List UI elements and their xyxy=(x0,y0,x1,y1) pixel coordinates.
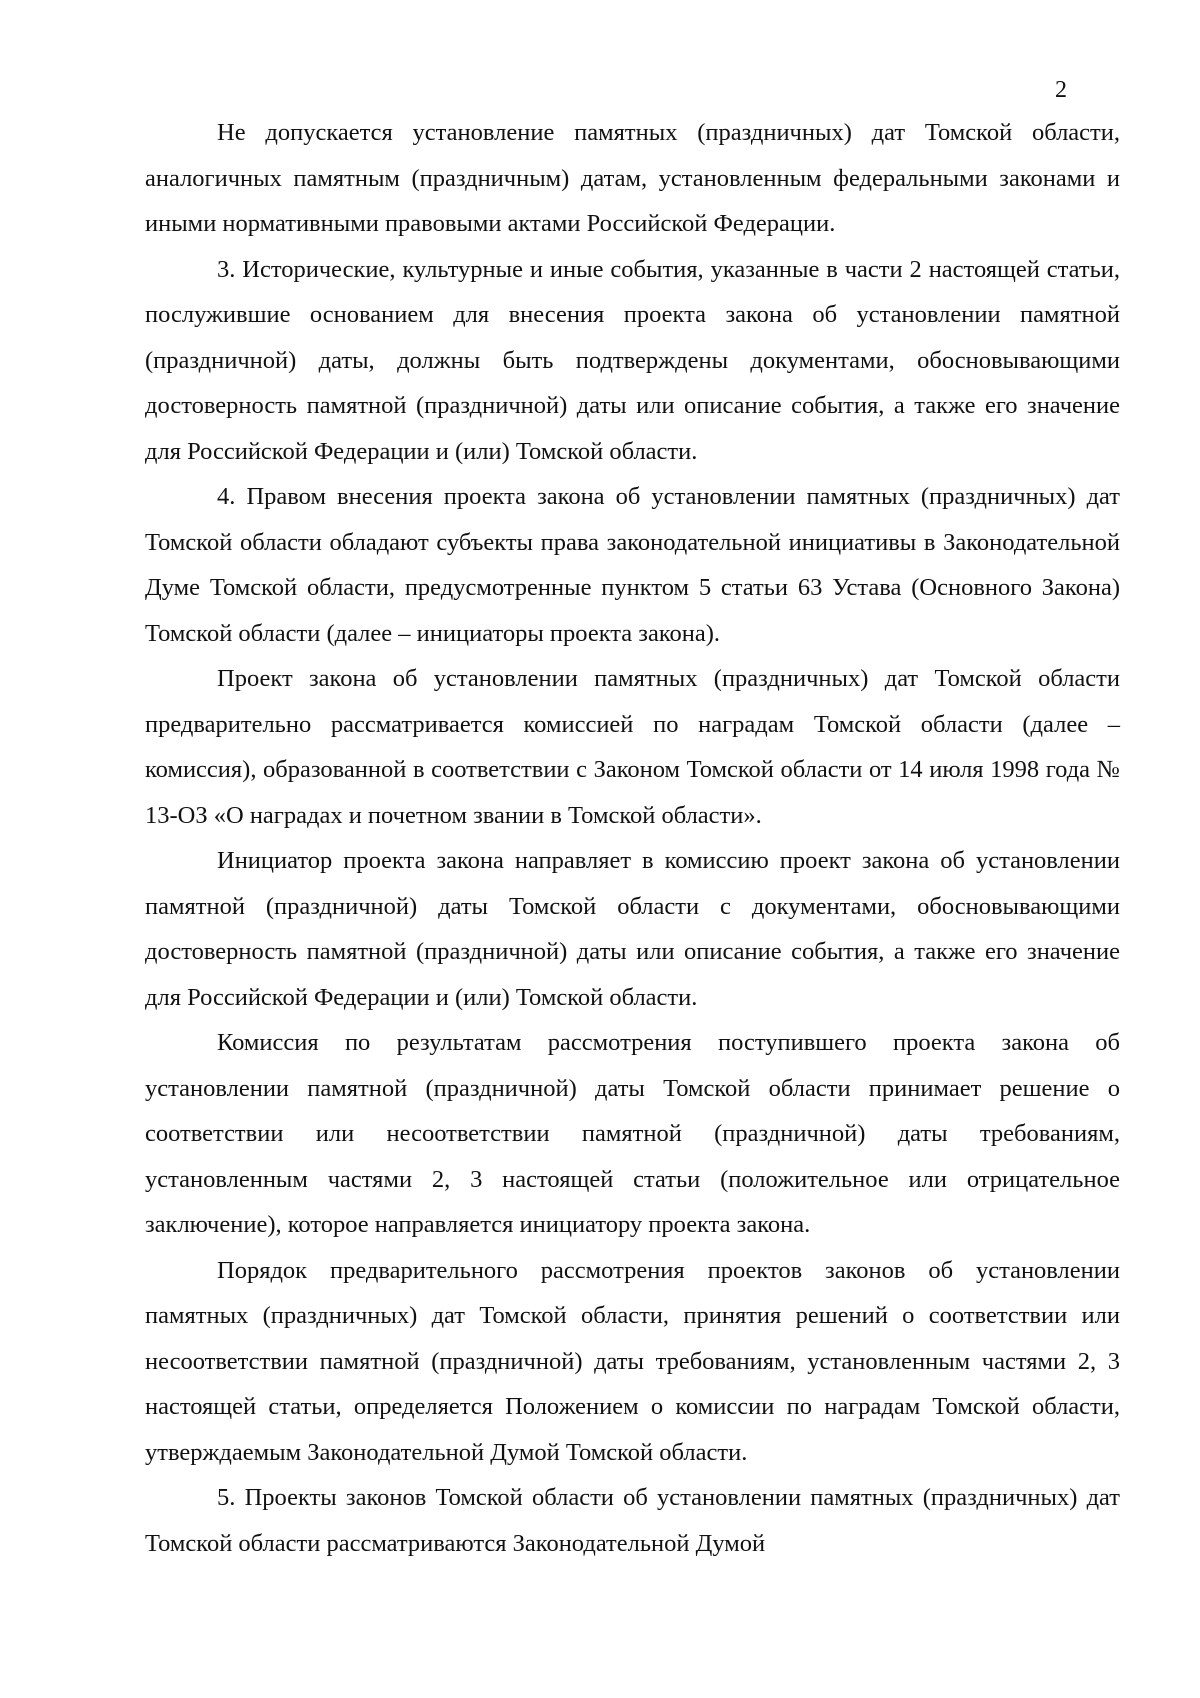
paragraph: Порядок предварительного рассмотрения проектов законов об установлении памятных (праздничных) дат Томской области, принятия решений о соответствии или несоответствии памятной (праздничной) даты требованиям, установленным частями 2, 3 настоящей статьи, определяется Положением о комиссии по наградам Томской области, утверждаемым Законодательной Думой Томской области. xyxy=(145,1256,1120,1466)
document-body xyxy=(145,110,1120,1566)
paragraph-item-5: 5. Проекты законов Томской области об установлении памятных (праздничных) дат Томской области рассматриваются Законодательной Думой xyxy=(145,1484,1120,1557)
paragraph: Инициатор проекта закона направляет в комиссию проект закона об установлении памятной (праздничной) даты Томской области с документами, обосновывающими достоверность памятной (праздничной) даты или описание события, а также его значение для Российской Федерации и (или) Томской области. xyxy=(145,847,1120,1011)
paragraph: Комиссия по результатам рассмотрения поступившего проекта закона об установлении памятной (праздничной) даты Томской области принимает решение о соответствии или несоответствии памятной (праздничной) даты требованиям, установленным частями 2, 3 настоящей статьи (положительное или отрицательное заключение), которое направляется инициатору проекта закона. xyxy=(145,1029,1120,1238)
paragraph: Проект закона об установлении памятных (праздничных) дат Томской области предварительно рассматривается комиссией по наградам Томской области (далее – комиссия), образованной в соответствии с Законом Томской области от 14 июля 1998 года № 13-ОЗ «О наградах и почетном звании в Томской области». xyxy=(145,665,1120,829)
paragraph-item-3: 3. Исторические, культурные и иные события, указанные в части 2 настоящей статьи, послужившие основанием для внесения проекта закона об установлении памятной (праздничной) даты, должны быть подтверждены документами, обосновывающими достоверность памятной (праздничной) даты или описание события, а также его значение для Российской Федерации и (или) Томской области. xyxy=(145,255,1120,465)
paragraph-item-4: 4. Правом внесения проекта закона об установлении памятных (праздничных) дат Томской области обладают субъекты права законодательной инициативы в Законодательной Думе Томской области, предусмотренные пунктом 5 статьи 63 Устава (Основного Закона) Томской области (далее – инициаторы проекта закона). xyxy=(145,483,1120,647)
paragraph: Не допускается установление памятных (праздничных) дат Томской области, аналогичных памятным (праздничным) датам, установленным федеральными законами и иными нормативными правовыми актами Российской Федерации. xyxy=(145,119,1120,237)
page-number: 2 xyxy=(1055,77,1067,103)
